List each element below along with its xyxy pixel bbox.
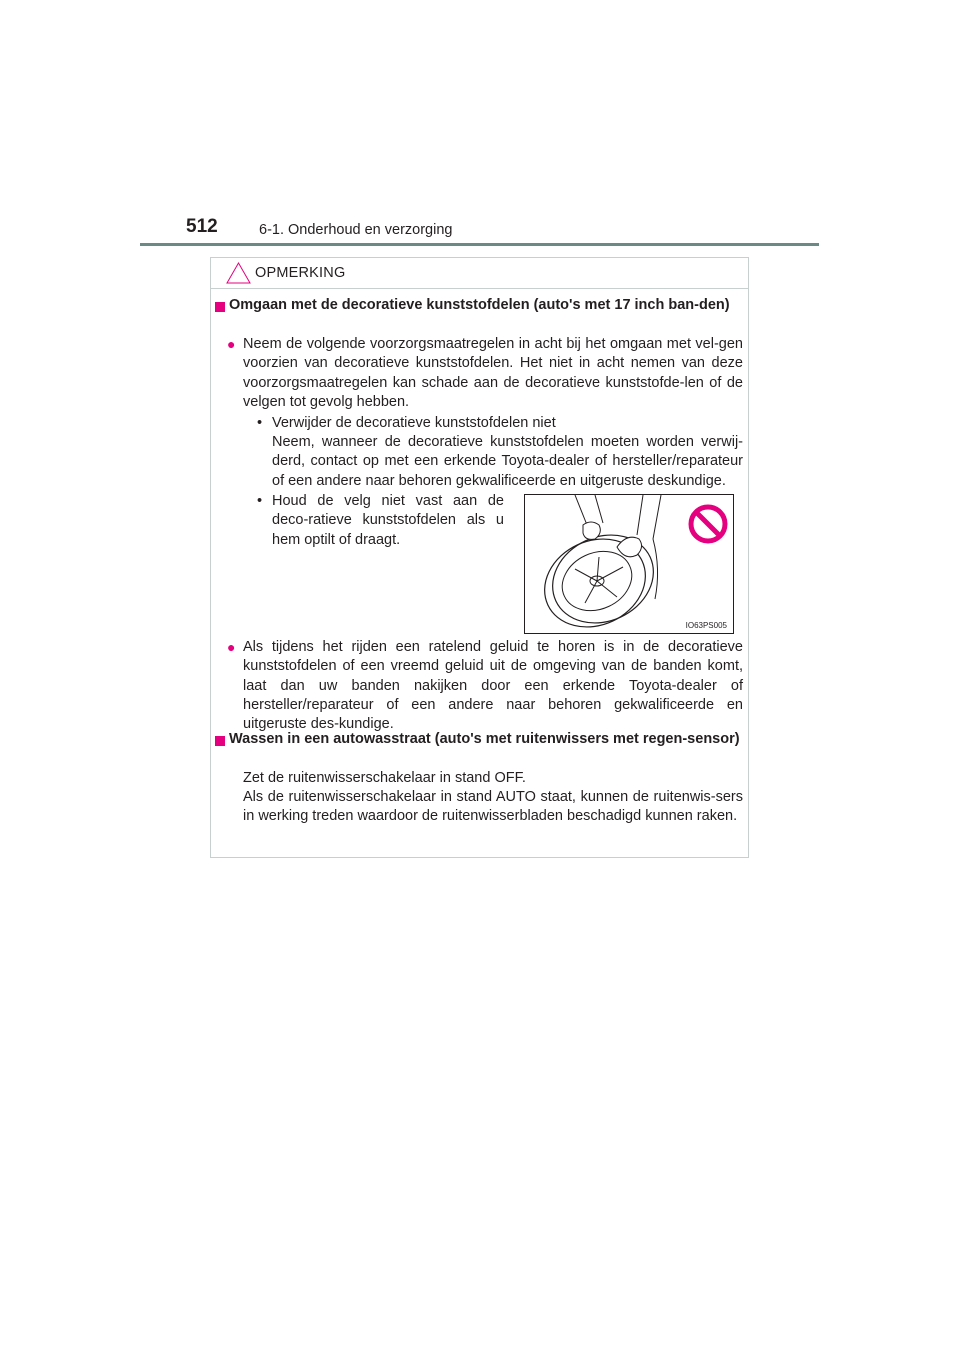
section-title: 6-1. Onderhoud en verzorging <box>259 222 453 238</box>
warning-triangle-icon <box>226 262 251 284</box>
notice-header <box>211 258 748 289</box>
sub-item-text-2: Houd de velg niet vast aan de deco-ratieve kunststofdelen als u hem optilt of draagt. <box>272 493 504 548</box>
sub-bullet-marker: • <box>257 415 263 431</box>
bullet-paragraph-1: Neem de volgende voorzorgsmaatregelen in acht bij het omgaan met vel-gen voorzien van decoratieve kunststofdelen. Het niet in acht nemen van deze voorzorgsmaatregelen kan schade aan de decoratieve kunststofde-len of de velgen tot gevolg hebben. <box>243 336 743 410</box>
figure-code: IO63PS005 <box>685 621 727 630</box>
bullet-paragraph-2: Als tijdens het rijden een ratelend geluid te horen is in de decoratieve kunststofdelen of een vreemd geluid uit de omgeving van de banden komt, laat dan uw banden nakijken door een erkende Toyota-dealer of hersteller/reparateur of een andere naar behoren gekwalificeerde en uitgeruste des-kundige. <box>243 639 743 733</box>
section-heading-1: Omgaan met de decoratieve kunststofdelen (auto's met 17 inch ban-den) <box>229 297 730 313</box>
section-2-line-1: Zet de ruitenwisserschakelaar in stand OFF. <box>243 770 526 786</box>
prohibited-icon <box>687 503 729 545</box>
bullet-marker: ● <box>227 639 236 655</box>
tire-figure <box>524 494 734 634</box>
header-rule <box>140 243 819 246</box>
sub-item-text: Neem, wanneer de decoratieve kunststofdelen moeten worden verwij-derd, contact op met een erkende Toyota-dealer of hersteller/reparateur of een andere naar behoren gekwalificeerde en uitgeruste deskundige. <box>272 434 743 489</box>
sub-item-title: Verwijder de decoratieve kunststofdelen niet <box>272 415 556 431</box>
heading-marker <box>215 736 225 746</box>
bullet-marker: ● <box>227 336 236 352</box>
page-number: 512 <box>186 216 218 237</box>
heading-marker <box>215 302 225 312</box>
notice-title: OPMERKING <box>255 265 346 281</box>
section-heading-2: Wassen in een autowasstraat (auto's met ruitenwissers met regen-sensor) <box>229 731 740 747</box>
sub-bullet-marker: • <box>257 493 263 509</box>
section-2-paragraph: Als de ruitenwisserschakelaar in stand AUTO staat, kunnen de ruitenwis-sers in werking treden waardoor de ruitenwisserbladen beschadigd kunnen raken. <box>243 789 743 825</box>
